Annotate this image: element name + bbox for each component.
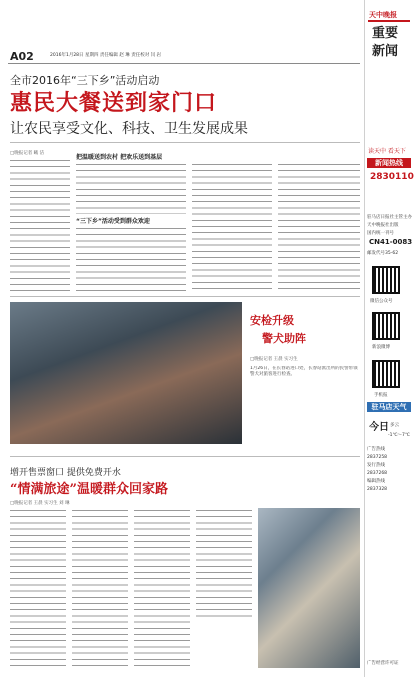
cn-label: 国内统一刊号	[367, 231, 394, 236]
main-headline: 惠民大餐送到家门口	[10, 90, 218, 116]
main-kicker: 全市2016年“三下乡”活动启动	[10, 74, 160, 87]
hotline-number: 2830110	[370, 172, 414, 182]
main-subhead: 让农民享受文化、科技、卫生发展成果	[10, 121, 248, 137]
main-byline: □晚报记者 曦 洁	[10, 151, 45, 156]
security-title-2: 警犬助阵	[262, 332, 306, 345]
body-column-2	[76, 162, 186, 214]
body-column-6	[72, 508, 128, 668]
weather-banner: 驻马店天气	[367, 402, 411, 412]
temperature: -1℃～7℃	[388, 433, 410, 438]
divider	[10, 142, 360, 143]
security-title-1: 安检升级	[250, 314, 294, 327]
window-byline: □晚报记者 王晨 实习生 刘 琳	[10, 501, 70, 506]
qr-code-icon	[372, 266, 400, 294]
license: 广告经营许可证	[367, 661, 399, 666]
section-number: A02	[10, 50, 34, 63]
qr-code-icon	[372, 312, 400, 340]
qr2-label: 新浪微博	[372, 345, 390, 350]
body-column-3	[192, 162, 272, 292]
station-photo	[258, 508, 360, 668]
security-byline: □晚报记者 王晨 实习生	[250, 357, 298, 362]
dateline: 2016年1月28日 星期四 责任编辑 赵 琳 责任校对 闫 岩	[50, 53, 162, 58]
info-line: 2837258	[367, 455, 388, 460]
slogan: 读天中 看天下	[368, 148, 406, 155]
qr-code-icon	[372, 360, 400, 388]
qr3-label: 手机报	[374, 393, 388, 398]
body-column-8	[196, 508, 252, 618]
info-line: 编辑热线	[367, 479, 385, 484]
body-column-7	[134, 508, 190, 668]
hotline-label: 新闻热线	[367, 158, 411, 168]
divider	[10, 456, 360, 457]
info-line: 2837328	[367, 487, 388, 492]
info-line: 广告热线	[367, 447, 385, 452]
body-column-2b	[76, 226, 186, 292]
body-column-1	[10, 158, 70, 293]
body-column-5	[10, 508, 66, 668]
window-headline: “情满旅途”温暖群众回家路	[10, 482, 168, 497]
divider	[10, 296, 360, 297]
security-photo	[10, 302, 242, 444]
weather-day: 今日	[369, 422, 389, 433]
paper-name: 天中晚报社出版	[367, 223, 399, 228]
sidebar-title-1: 重要	[372, 26, 399, 41]
window-kicker: 增开售票窗口 提供免费开水	[10, 468, 121, 478]
info-line: 发行热线	[367, 463, 385, 468]
paper-logo: 天中晚报	[369, 11, 397, 19]
info-line: 2837268	[367, 471, 388, 476]
security-caption: 1月26日，在长春站进口处，长春站派出所的民警带领警犬对旅客进行检查。	[250, 366, 358, 377]
logo-bar	[368, 20, 410, 22]
box1-title: 把温暖送到农村 把欢乐送到基层	[76, 154, 163, 161]
qr1-label: 微信公众号	[370, 299, 393, 304]
sidebar-title-2: 新闻	[372, 44, 399, 59]
post-code: 邮发代号35-62	[367, 251, 399, 256]
info-list	[367, 446, 411, 494]
weather-text: 多云	[390, 423, 399, 428]
cn-number: CN41-0083	[369, 238, 413, 246]
box2-title: “三下乡”活动受到群众欢迎	[76, 218, 150, 225]
publisher: 驻马店日报社主管主办	[367, 215, 412, 220]
body-column-4	[278, 162, 360, 292]
